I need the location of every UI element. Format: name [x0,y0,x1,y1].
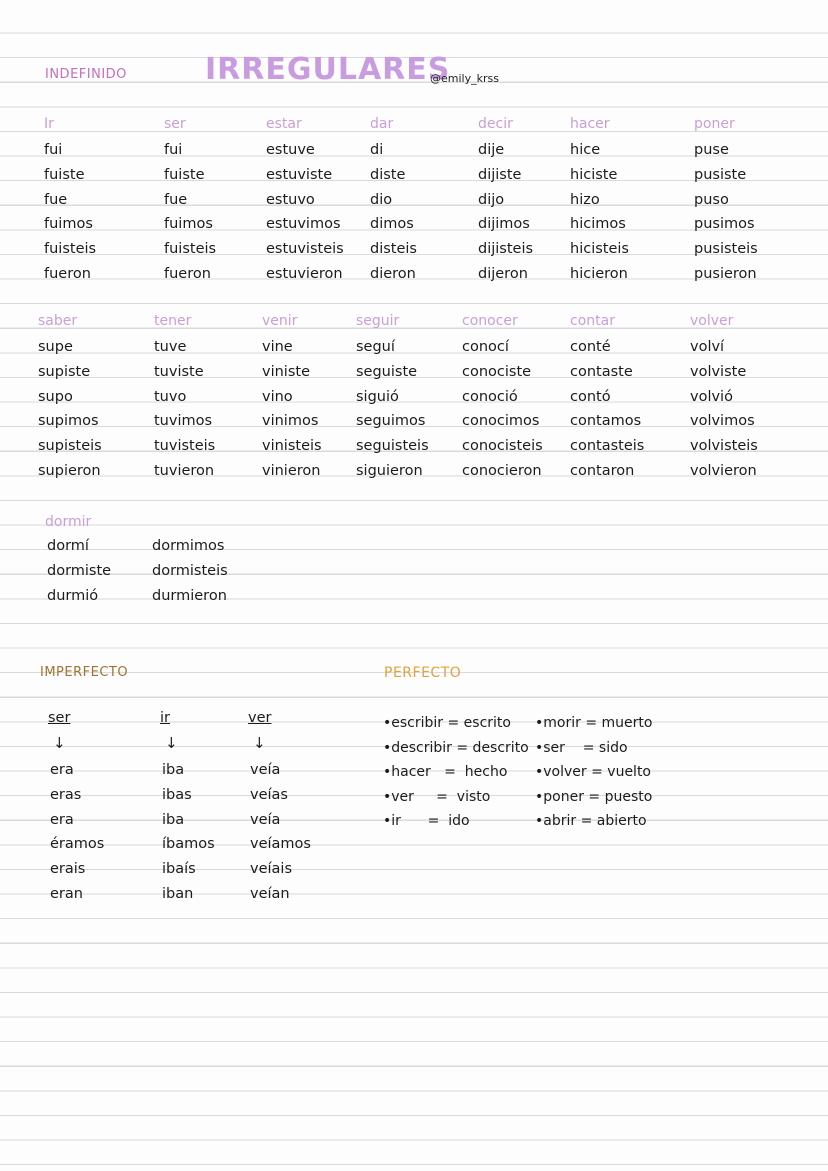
verb-heading-ser: ser [48,710,71,726]
participle-entry: •hacer = hecho [383,764,508,781]
conjugation-column-decir [478,138,533,287]
conjugation-form: dijisteis [478,241,534,258]
conjugation-form: hiciste [570,166,618,183]
conjugation-column-venir [262,335,322,484]
conjugation-column-volver [690,335,758,484]
conjugation-form: vinieron [262,462,321,479]
conjugation-form: dije [478,142,505,158]
conjugation-form: siguió [356,388,399,405]
conjugation-form: puse [694,142,729,158]
dormir-column-2 [152,534,228,608]
conjugation-form: hicimos [570,216,626,233]
conjugation-form: dijiste [478,166,522,183]
section-label-perfecto: PERFECTO [384,665,462,681]
conjugation-form: viniste [262,363,310,380]
conjugation-form: fue [44,191,68,208]
conjugation-form: era [50,811,74,828]
participle-entry: •poner = puesto [535,788,653,805]
conjugation-form: tuvisteis [154,438,216,455]
conjugation-column-tener [154,335,215,484]
verb-heading-conocer: conocer [462,313,518,329]
conjugation-form: vino [262,388,293,405]
conjugation-form: dimos [370,216,414,233]
conjugation-form: vinisteis [262,438,322,455]
conjugation-form: fuimos [44,216,93,233]
conjugation-form: dio [370,191,393,208]
conjugation-form: tuviste [154,363,204,380]
conjugation-form: tuvimos [154,413,213,430]
conjugation-form: supisteis [38,438,102,455]
conjugation-form: fuisteis [44,241,97,258]
conjugation-form: pusieron [694,265,757,282]
conjugation-form: estuvieron [266,265,343,282]
conjugation-form: conoció [462,388,518,405]
verb-heading-ir: Ir [44,116,54,132]
conjugation-form: seguiste [356,363,418,380]
conjugation-form: estuvimos [266,216,341,233]
conjugation-form: seguí [356,339,395,355]
conjugation-form: dijimos [478,216,530,233]
conjugation-form: conocimos [462,413,540,430]
conjugation-form: vine [262,339,293,355]
conjugation-form: dormiste [47,562,112,579]
conjugation-form: erais [50,861,86,878]
participle-entry: •abrir = abierto [535,813,647,830]
conjugation-form: vinimos [262,413,319,430]
participle-entry: •describir = descrito [383,739,529,756]
conjugation-form: veía [250,762,281,778]
conjugation-form: iba [162,811,185,828]
conjugation-form: supe [38,339,73,355]
conjugation-form: volvieron [690,462,757,479]
imperfecto-column-ser [50,758,104,907]
conjugation-form: ibas [162,786,192,803]
conjugation-form: siguieron [356,462,423,479]
conjugation-form: fue [164,191,188,208]
conjugation-form: contaste [570,363,633,380]
conjugation-form: fuisteis [164,241,217,258]
conjugation-form: veían [250,885,290,902]
conjugation-form: puso [694,191,729,208]
participle-entry: •escribir = escrito [383,715,511,731]
conjugation-form: supieron [38,462,101,479]
conjugation-form: contó [570,388,611,405]
conjugation-form: fuiste [44,166,85,183]
verb-heading-hacer: hacer [570,116,610,132]
conjugation-form: volví [690,339,725,355]
conjugation-form: eras [50,786,82,803]
conjugation-form: supiste [38,363,91,380]
conjugation-form: fueron [164,265,211,282]
page-title: IRREGULARES [205,52,451,87]
participle-entry: •morir = muerto [535,715,653,731]
conjugation-column-conocer [462,335,543,484]
conjugation-form: fui [164,142,183,158]
conjugation-form: íbamos [162,836,215,853]
verb-heading-dar: dar [370,116,394,132]
conjugation-column-saber [38,335,102,484]
conjugation-form: durmieron [152,587,227,604]
conjugation-form: seguimos [356,413,426,430]
author-handle: @emily_krss [430,72,499,85]
dormir-column-1 [47,534,111,608]
section-label-indefinido: INDEFINIDO [45,67,127,82]
conjugation-form: hizo [570,191,600,208]
participle-entry: •ir = ido [383,813,470,830]
conjugation-form: fuimos [164,216,213,233]
verb-heading-ver: ver [248,710,272,726]
conjugation-form: estuve [266,142,315,158]
conjugation-form: contamos [570,413,642,430]
verb-heading-ser: ser [164,116,186,132]
verb-heading-venir: venir [262,313,298,329]
conjugation-form: volvimos [690,413,755,430]
conjugation-form: ibaís [162,861,196,878]
perfecto-list-left [383,711,529,834]
verb-heading-saber: saber [38,313,78,329]
participle-entry: •ser = sido [535,739,628,756]
conjugation-form: dormí [47,538,89,554]
imperfecto-column-ver [250,758,311,907]
conjugation-form: dormimos [152,538,225,554]
verb-heading-ir: ir [160,710,170,726]
conjugation-form: seguisteis [356,438,429,455]
conjugation-form: eran [50,885,83,902]
conjugation-form: éramos [50,836,105,853]
verb-heading-decir: decir [478,116,513,132]
conjugation-form: fueron [44,265,91,282]
conjugation-column-estar [266,138,344,287]
conjugation-form: veíais [250,861,292,878]
conjugation-column-ir [44,138,96,287]
conjugation-form: tuvieron [154,462,215,479]
conjugation-form: contaron [570,462,635,479]
verb-heading-poner: poner [694,116,735,132]
conjugation-form: volviste [690,363,747,380]
conjugation-column-seguir [356,335,429,484]
down-arrow-icon: ↓ [53,734,66,752]
conjugation-form: estuvisteis [266,241,344,258]
verb-heading-contar: contar [570,313,615,329]
conjugation-form: hicieron [570,265,628,282]
conjugation-form: volvió [690,388,733,405]
conjugation-form: iban [162,885,194,902]
down-arrow-icon: ↓ [165,734,178,752]
conjugation-form: conocisteis [462,438,543,455]
conjugation-form: conocieron [462,462,542,479]
conjugation-column-dar [370,138,417,287]
conjugation-form: estuviste [266,166,333,183]
participle-entry: •volver = vuelto [535,764,651,781]
conjugation-form: contasteis [570,438,645,455]
conjugation-form: dijo [478,191,505,208]
conjugation-form: conté [570,339,611,355]
conjugation-form: disteis [370,241,417,258]
conjugation-form: volvisteis [690,438,758,455]
conjugation-form: pusiste [694,166,747,183]
section-label-imperfecto: IMPERFECTO [40,665,129,680]
conjugation-form: estuvo [266,191,315,208]
conjugation-form: dormisteis [152,562,228,579]
conjugation-form: supimos [38,413,99,430]
conjugation-form: tuve [154,339,187,355]
conjugation-form: hice [570,142,601,158]
conjugation-column-hacer [570,138,629,287]
conjugation-form: hicisteis [570,241,629,258]
conjugation-form: era [50,762,74,778]
conjugation-form: pusisteis [694,241,758,258]
conjugation-column-poner [694,138,758,287]
conjugation-form: conocí [462,339,509,355]
imperfecto-column-ir [162,758,215,907]
perfecto-list-right [535,711,652,834]
conjugation-column-contar [570,335,644,484]
verb-heading-estar: estar [266,116,302,132]
conjugation-form: tuvo [154,388,187,405]
participle-entry: •ver = visto [383,788,491,805]
conjugation-form: iba [162,762,185,778]
down-arrow-icon: ↓ [253,734,266,752]
conjugation-form: conociste [462,363,532,380]
conjugation-form: fui [44,142,63,158]
conjugation-column-ser [164,138,216,287]
verb-heading-volver: volver [690,313,734,329]
conjugation-form: veía [250,811,281,828]
conjugation-form: dieron [370,265,416,282]
verb-heading-tener: tener [154,313,192,329]
conjugation-form: di [370,142,384,158]
conjugation-form: pusimos [694,216,755,233]
verb-heading-seguir: seguir [356,313,400,329]
conjugation-form: dijeron [478,265,528,282]
conjugation-form: veíamos [250,836,311,853]
verb-heading-dormir: dormir [45,514,92,530]
conjugation-form: durmió [47,587,99,604]
conjugation-form: supo [38,388,73,405]
conjugation-form: diste [370,166,406,183]
conjugation-form: veías [250,786,288,803]
conjugation-form: fuiste [164,166,205,183]
